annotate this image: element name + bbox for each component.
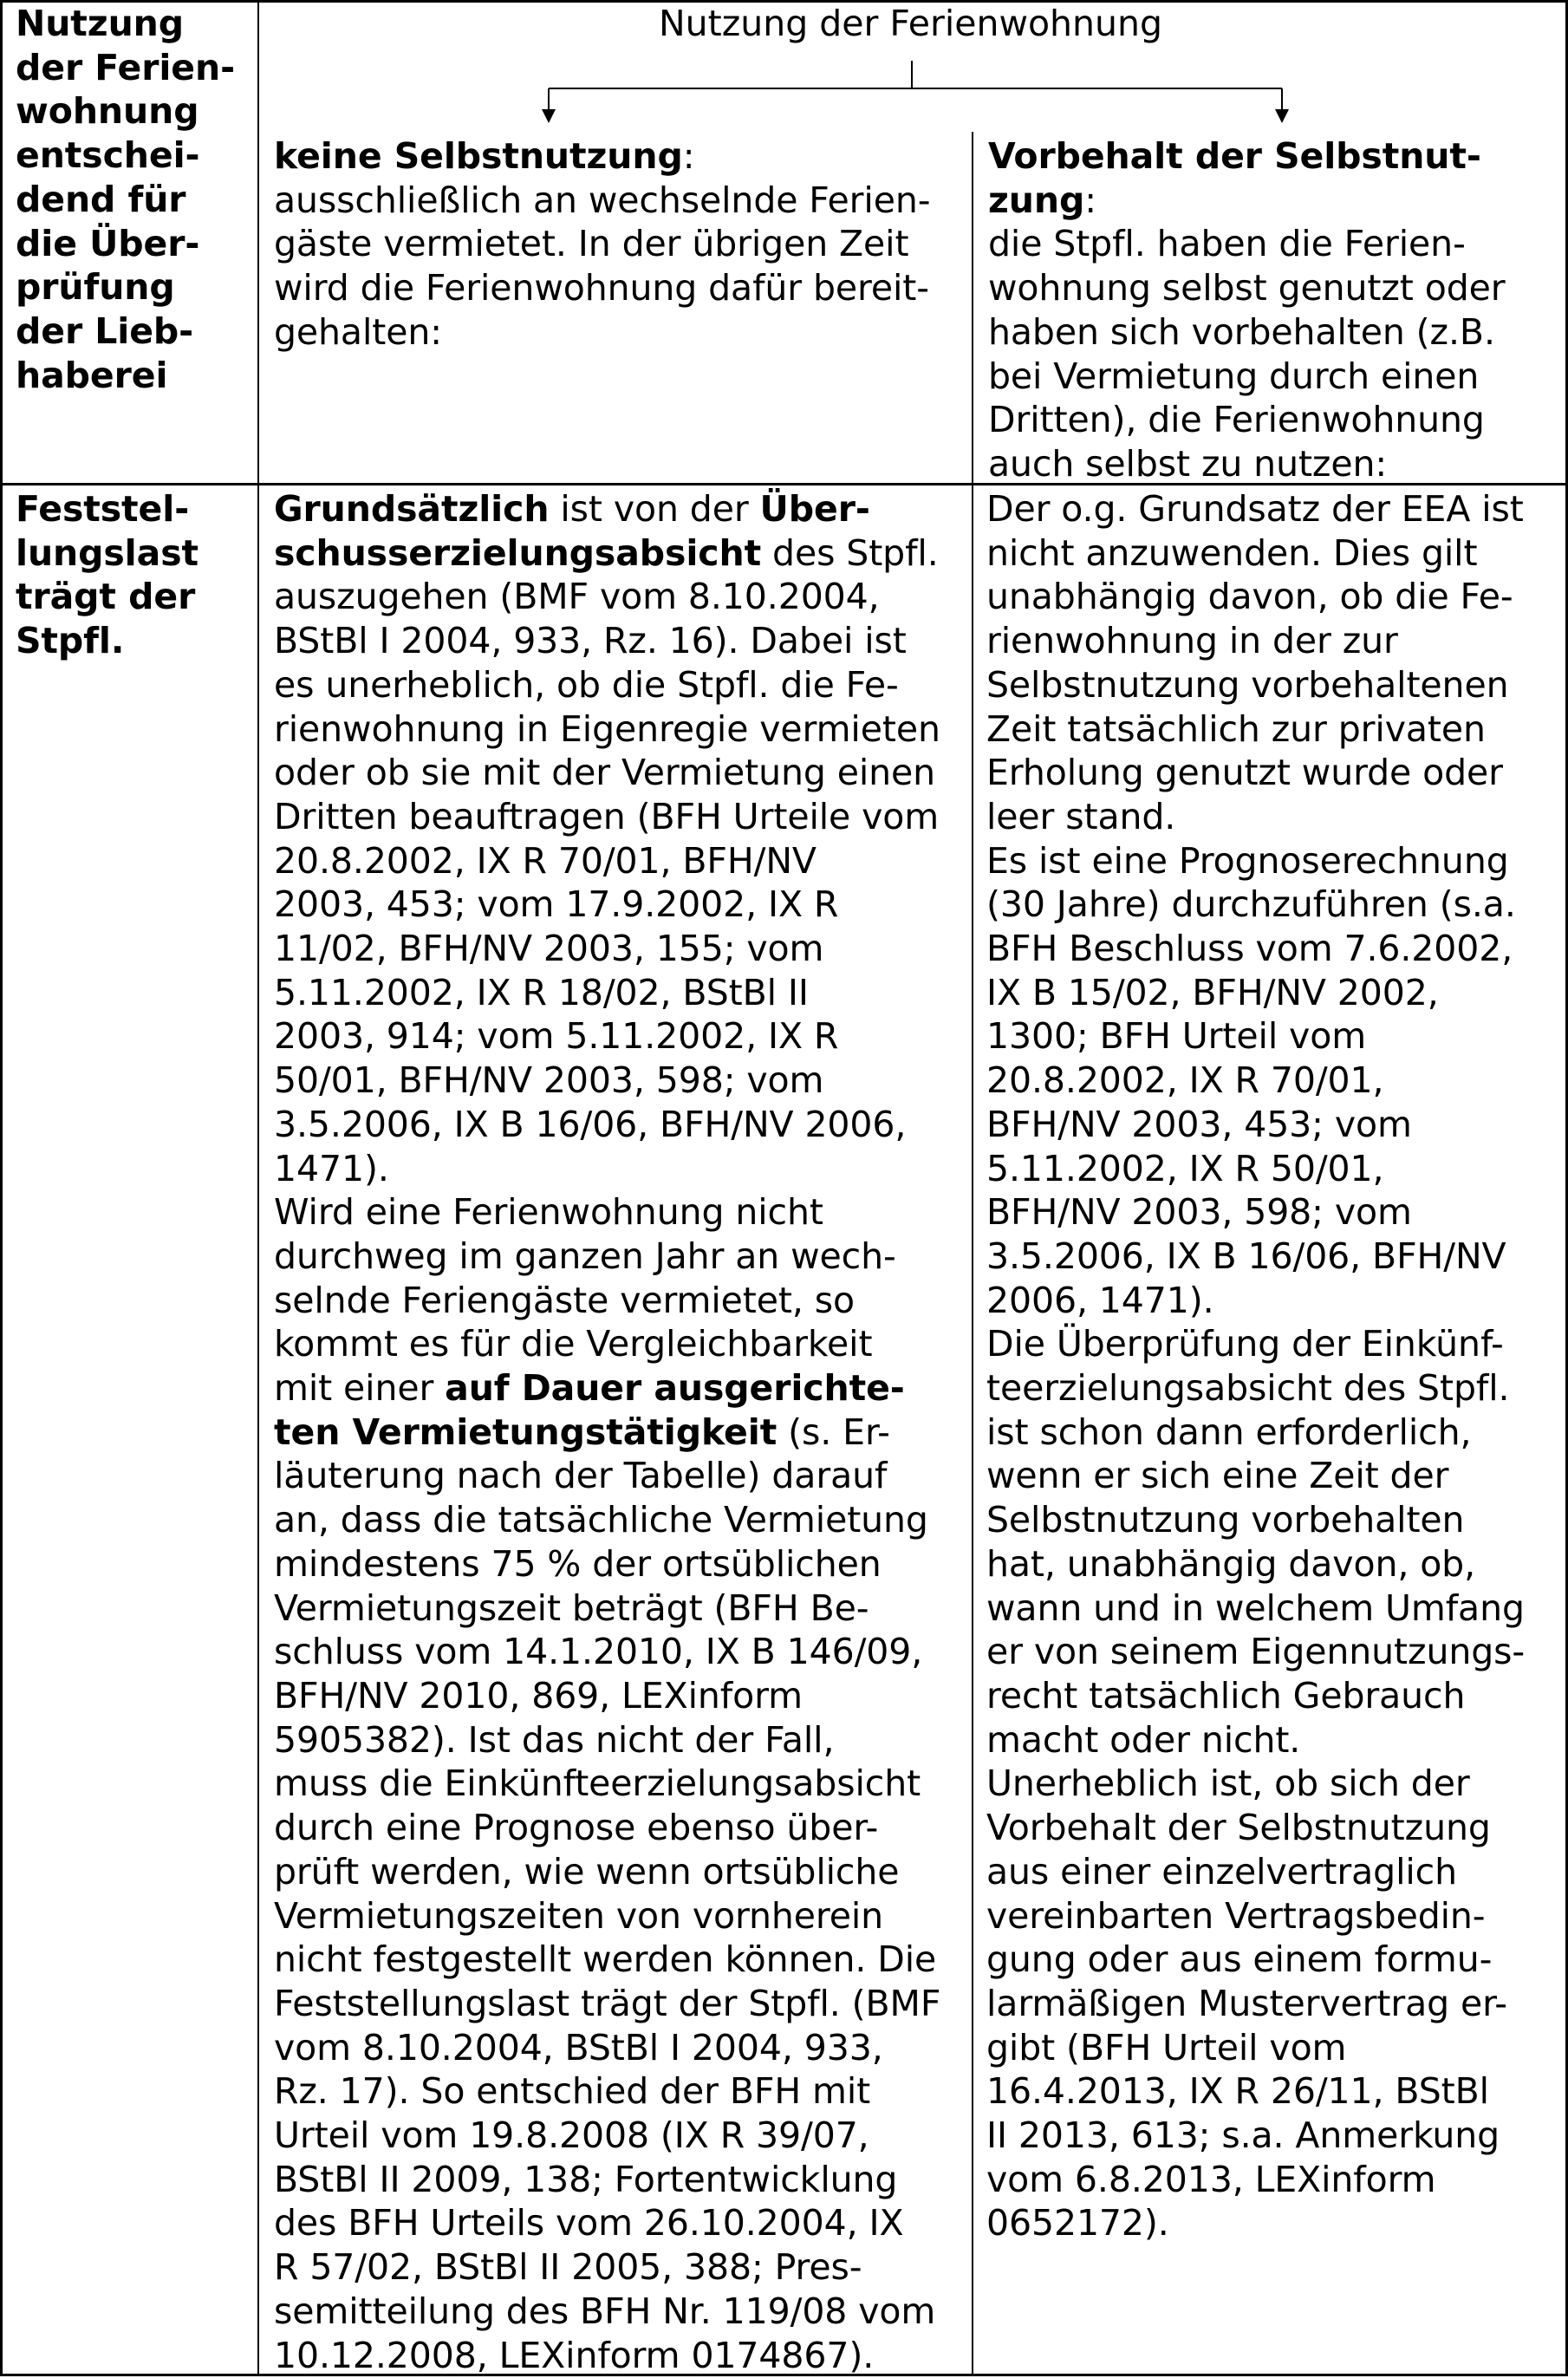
header-col-reserved-self-use [988,134,1560,486]
header-col2-colon: : [682,135,695,177]
row2-col2-seg3: Über- schusserzielungsabsicht [274,488,870,574]
header-col3-text: die Stpfl. haben die Ferien- wohnung selbst genutzt oder haben sich vorbehalten (z.B. bei Vermietung durch einen Dritten), die Ferienwohnung auch selbst zu nutzen: [988,223,1506,485]
row2-col2-seg4: des Stpfl. auszugehen (BMF vom 8.10.2004, BStBl I 2004, 933, Rz. 16). Dabei ist es unerheblich, ob die Stpfl. die Fe- rienwohnung in Eigenregie vermieten oder ob sie mit der Vermietung einen Dritten beauftragen (BFH Urteile vom 20.8.2002, IX R 70/01, BFH/NV 2003, 453; vom 17.9.2002, IX R 11/02, BFH/NV 2003, 155; vom 5.11.2002, IX R 18/02, BStBl II 2003, 914; vom 5.11.2002, IX R 50/01, BFH/NV 2003, 598; vom 3.5.2006, IX B 16/06, BFH/NV 2006, 1471). Wird eine Ferienwohnung nicht durchweg im ganzen Jahr an wech- selnde Feriengäste vermietet, so kommt es für die Vergleichbarkeit mit einer [274,531,940,1410]
row2-col2-seg1: Grundsätzlich [274,488,550,530]
arrow-head-right-icon [1275,109,1289,123]
arrow-head-left-icon [542,109,556,123]
column-divider-1 [257,0,259,2376]
row2-col2-seg6: (s. Er- läuterung nach der Tabelle) darauf an, dass die tatsächliche Vermietung mindestens 75 % der ortsüblichen Vermietungszeit beträgt (BFH Be- schluss vom 14.1.2010, IX B 146/09, BFH/NV 2010, 869, LEXinform 5905382). Ist das nicht der Fall, muss die Einkünfteerzielungsabsicht durch eine Prognose ebenso über- prüft werden, wie wenn ortsübliche Vermietungszeiten von vornherein nicht festgestellt werden können. Die Feststellungslast trägt der Stpfl. (BMF vom 8.10.2004, BStBl I 2004, 933, Rz. 17). So entschied der BFH mit Urteil vom 19.8.2008 (IX R 39/07, BStBl II 2009, 138; Fortentwicklung des BFH Urteils vom 26.10.2004, IX R 57/02, BStBl II 2005, 388; Pres- semitteilung des BFH Nr. 119/08 vom 10.12.2008, LEXinform 0174867). [274,1411,941,2376]
header-col2-title: keine Selbstnutzung [274,135,683,177]
row2-col-reserved-self-use: Der o.g. Grundsatz der EEA ist nicht anzuwenden. Dies gilt unabhängig davon, ob die Fe- rienwohnung in der zur Selbstnutzung vorbehaltenen Zeit tatsächlich zur privaten Erholung genutzt wurde oder leer stand. Es ist eine Prognoserechnung (30 Jahre) durchzuführen (s.a. BFH Beschluss vom 7.6.2002, IX B 15/02, BFH/NV 2002, 1300; BFH Urteil vom 20.8.2002, IX R 70/01, BFH/NV 2003, 453; vom 5.11.2002, IX R 50/01, BFH/NV 2003, 598; vom 3.5.2006, IX B 16/06, BFH/NV 2006, 1471). Die Überprüfung der Einkünf- teerzielungsabsicht des Stpfl. ist schon dann erforderlich, wenn er sich eine Zeit der Selbstnutzung vorbehalten hat, unabhängig davon, ob, wann und in welchem Umfang er von seinem Eigennutzungs- recht tatsächlich Gebrauch macht oder nicht. Unerheblich ist, ob sich der Vorbehalt der Selbstnutzung aus einer einzelvertraglich vereinbarten Vertragsbedin- gung oder aus einem formu- larmäßigen Mustervertrag er- gibt (BFH Urteil vom 16.4.2013, IX R 26/11, BStBl II 2013, 613; s.a. Anmerkung vom 6.8.2013, LEXinform 0652172). [986,488,1526,2244]
row2-col2-seg2: ist von der [549,488,760,530]
column-divider-2 [972,132,973,2376]
row2-left-label: Feststel- lungslast trägt der Stpfl. [16,488,199,662]
header-col3-title: Vorbehalt der Selbstnut- zung [988,135,1481,221]
row2-col-no-self-use [274,487,967,2377]
header-col-no-self-use [274,134,959,355]
diagram-title: Nutzung der Ferienwohnung [659,3,1163,44]
header-left-label: Nutzung der Ferien- wohnung entschei- dend für die Über- prüfung der Lieb- haberei [16,3,235,396]
header-col2-text: ausschließlich an wechselnde Ferien- gäste vermietet. In der übrigen Zeit wird die Ferienwohnung dafür bereit- gehalten: [274,179,931,353]
table-border-left [0,0,3,2376]
header-col3-colon: : [1084,179,1096,221]
row2-col2-seg5: auf Dauer ausgerichte- ten Vermietungstätigkeit [274,1367,905,1453]
